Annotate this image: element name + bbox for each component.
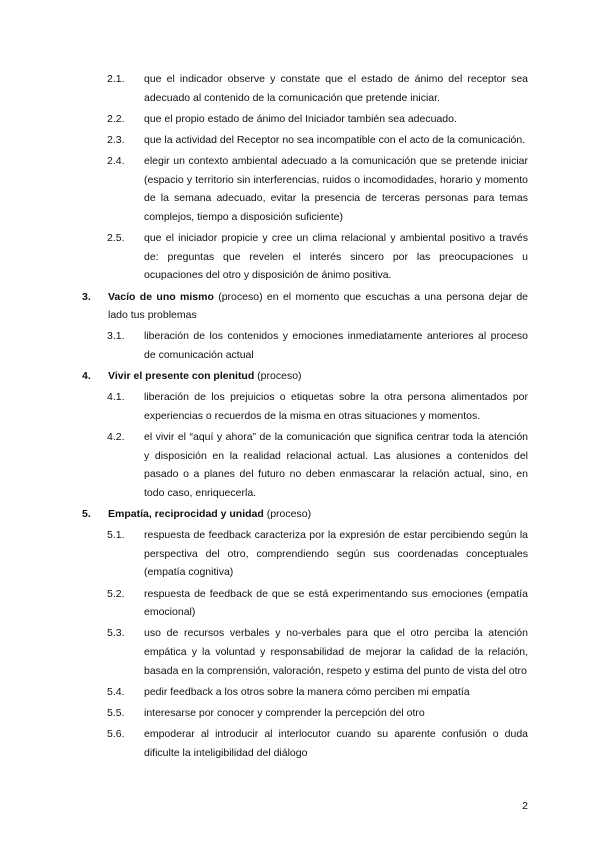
- item-number: 2.3.: [107, 133, 125, 146]
- item-text: interesarse por conocer y comprender la percepción del otro: [144, 706, 425, 719]
- item-text: respuesta de feedback de que se está experimentando sus emociones (empatía emocional): [144, 587, 528, 619]
- list-item-2-5: [82, 229, 528, 285]
- list-item-2-4: [82, 152, 528, 226]
- item-text: elegir un contexto ambiental adecuado a la comunicación que se pretende iniciar (espacio y territorio sin interferencias, ruidos o incomodidades, horario y momento de la semana adecuado, evitar la presencia de terceras personas para temas complejos, tiempo a disposición suficiente): [144, 155, 528, 223]
- list-item-3-1: [82, 327, 528, 364]
- section-title: Vacío de uno mismo: [108, 290, 214, 303]
- item-text: que la actividad del Receptor no sea incompatible con el acto de la comunicación.: [144, 133, 526, 146]
- section-text: (proceso): [263, 508, 312, 520]
- item-number: 2.4.: [107, 155, 125, 168]
- item-text: que el propio estado de ánimo del Iniciador también sea adecuado.: [144, 112, 457, 125]
- item-number: 2.1.: [107, 73, 125, 85]
- section-title: Vivir el presente con plenitud: [108, 370, 255, 383]
- section-title: Empatía, reciprocidad y unidad: [108, 508, 264, 520]
- item-text: liberación de los contenidos y emociones inmediatamente anteriores al proceso de comunicación actual: [144, 330, 528, 361]
- list-item-2-3: [82, 131, 528, 150]
- list-item-4-2: [82, 428, 528, 502]
- list-item-4-1: [82, 388, 528, 425]
- item-number: 4.1.: [107, 391, 125, 404]
- section-number: 5.: [82, 508, 91, 520]
- section-number: 4.: [82, 370, 91, 383]
- item-text: respuesta de feedback caracteriza por la expresión de estar percibiendo según la perspectiva del otro, comprendiendo según sus coordenadas conceptuales (empatía cognitiva): [144, 529, 528, 579]
- list-item-2-2: [82, 110, 528, 129]
- item-text: que el iniciador propicie y cree un clima relacional y ambiental positivo a través de: preguntas que revelen el interés sincero por las preocupaciones u ocupaciones del otro y disposición de ánimo positiva.: [144, 232, 528, 282]
- item-text: que el indicador observe y constate que el estado de ánimo del receptor sea adecuado al contenido de la comunicación que pretende iniciar.: [144, 73, 528, 104]
- list-item-5-6: [82, 725, 528, 762]
- item-number: 5.2.: [107, 587, 125, 600]
- item-text: uso de recursos verbales y no-verbales para que el otro perciba la atención empática y la voluntad y responsabilidad de mejorar la calidad de la relación, basada en la comprensión, valoración, respeto y estima del punto de vista del otro: [144, 627, 528, 677]
- item-number: 5.4.: [107, 685, 125, 698]
- item-number: 5.5.: [107, 706, 125, 719]
- item-number: 2.2.: [107, 112, 125, 125]
- section-5: [82, 505, 528, 524]
- section-text: (proceso) en el momento que escuchas a una persona dejar de lado tus problemas: [108, 290, 528, 322]
- item-text: empoderar al introducir al interlocutor cuando su aparente confusión o duda dificulte la inteligibilidad del diálogo: [144, 728, 528, 759]
- section-number: 3.: [82, 290, 91, 303]
- section-4: [82, 367, 528, 386]
- item-text: el vivir el “aquí y ahora” de la comunicación que significa centrar toda la atención y disposición en la realidad relacional actual. Las alusiones a contenidos del pasado o a planes del futuro no deben enmascarar la relación actual, sino, en todo caso, enriquecerla.: [144, 431, 528, 499]
- item-text: liberación de los prejuicios o etiquetas sobre la otra persona alimentados por experiencias o recuerdos de la misma en otras situaciones y momentos.: [144, 391, 528, 422]
- item-number: 5.6.: [107, 728, 125, 741]
- list-item-5-2: [82, 585, 528, 622]
- item-number: 5.1.: [107, 529, 125, 542]
- list-item-2-1: [82, 70, 528, 107]
- section-3: [82, 288, 528, 325]
- list-item-5-1: [82, 526, 528, 582]
- list-item-5-5: [82, 704, 528, 723]
- item-number: 4.2.: [107, 431, 125, 444]
- page-number: 2: [522, 800, 528, 812]
- item-number: 3.1.: [107, 330, 125, 343]
- item-number: 2.5.: [107, 232, 125, 245]
- item-text: pedir feedback a los otros sobre la manera cómo perciben mi empatía: [144, 685, 470, 698]
- list-item-5-4: [82, 683, 528, 702]
- list-item-5-3: [82, 624, 528, 680]
- page-content: [82, 70, 528, 765]
- section-text: (proceso): [254, 370, 302, 383]
- item-number: 5.3.: [107, 627, 125, 640]
